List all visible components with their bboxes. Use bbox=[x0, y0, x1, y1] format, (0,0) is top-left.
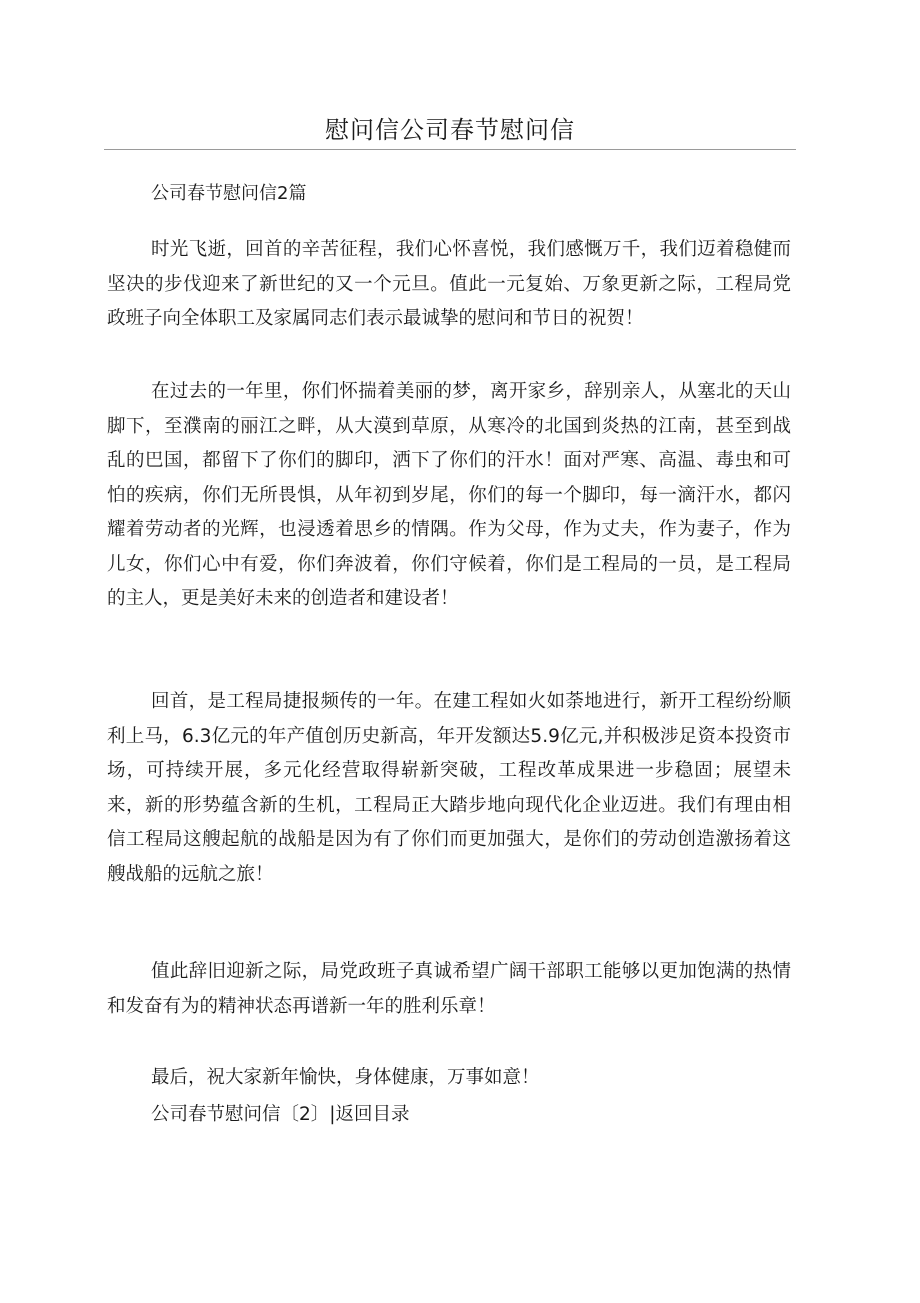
paragraph-5: 最后，祝大家新年愉快，身体健康，万事如意！ bbox=[151, 1067, 540, 1088]
document-title: 慰问信公司春节慰问信 bbox=[325, 116, 575, 144]
document-subtitle: 公司春节慰问信2篇 bbox=[151, 183, 307, 204]
return-to-contents-line: 公司春节慰问信〔2〕|返回目录 bbox=[151, 1104, 410, 1125]
title-divider bbox=[104, 149, 796, 150]
paragraph-4: 值此辞旧迎新之际，局党政班子真诚希望广阔干部职工能够以更加饱满的热情和发奋有为的精神状态再谱新一年的胜利乐章！ bbox=[107, 961, 791, 1017]
paragraph-1: 时光飞逝，回首的辛苦征程，我们心怀喜悦，我们感慨万千，我们迈着稳健而坚决的步伐迎来了新世纪的又一个元旦。值此一元复始、万象更新之际，工程局党政班子向全体职工及家属同志们表示最诚挚的慰问和节日的祝贺！ bbox=[107, 239, 791, 329]
paragraph-2: 在过去的一年里，你们怀揣着美丽的梦，离开家乡，辞别亲人，从塞北的天山脚下，至濮南的丽江之畔，从大漠到草原，从寒冷的北国到炎热的江南，甚至到战乱的巴国，都留下了你们的脚印，洒下了你们的汗水！面对严寒、高温、毒虫和可怕的疾病，你们无所畏惧，从年初到岁尾，你们的每一个脚印，每一滴汗水，都闪耀着劳动者的光辉，也浸透着思乡的情隅。作为父母，作为丈夫，作为妻子，作为儿女，你们心中有爱，你们奔波着，你们守候着，你们是工程局的一员，是工程局的主人，更是美好未来的创造者和建设者！ bbox=[107, 381, 791, 609]
paragraph-3: 回首，是工程局捷报频传的一年。在建工程如火如荼地进行，新开工程纷纷顺利上马，6.3亿元的年产值创历史新高，年开发额达5.9亿元,并积极涉足资本投资市场，可持续开展，多元化经营取得崭新突破，工程改革成果进一步稳固；展望未来，新的形势蕴含新的生机，工程局正大踏步地向现代化企业迈进。我们有理由相信工程局这艘起航的战船是因为有了你们而更加强大，是你们的劳动创造激扬着这艘战船的远航之旅！ bbox=[107, 691, 791, 885]
